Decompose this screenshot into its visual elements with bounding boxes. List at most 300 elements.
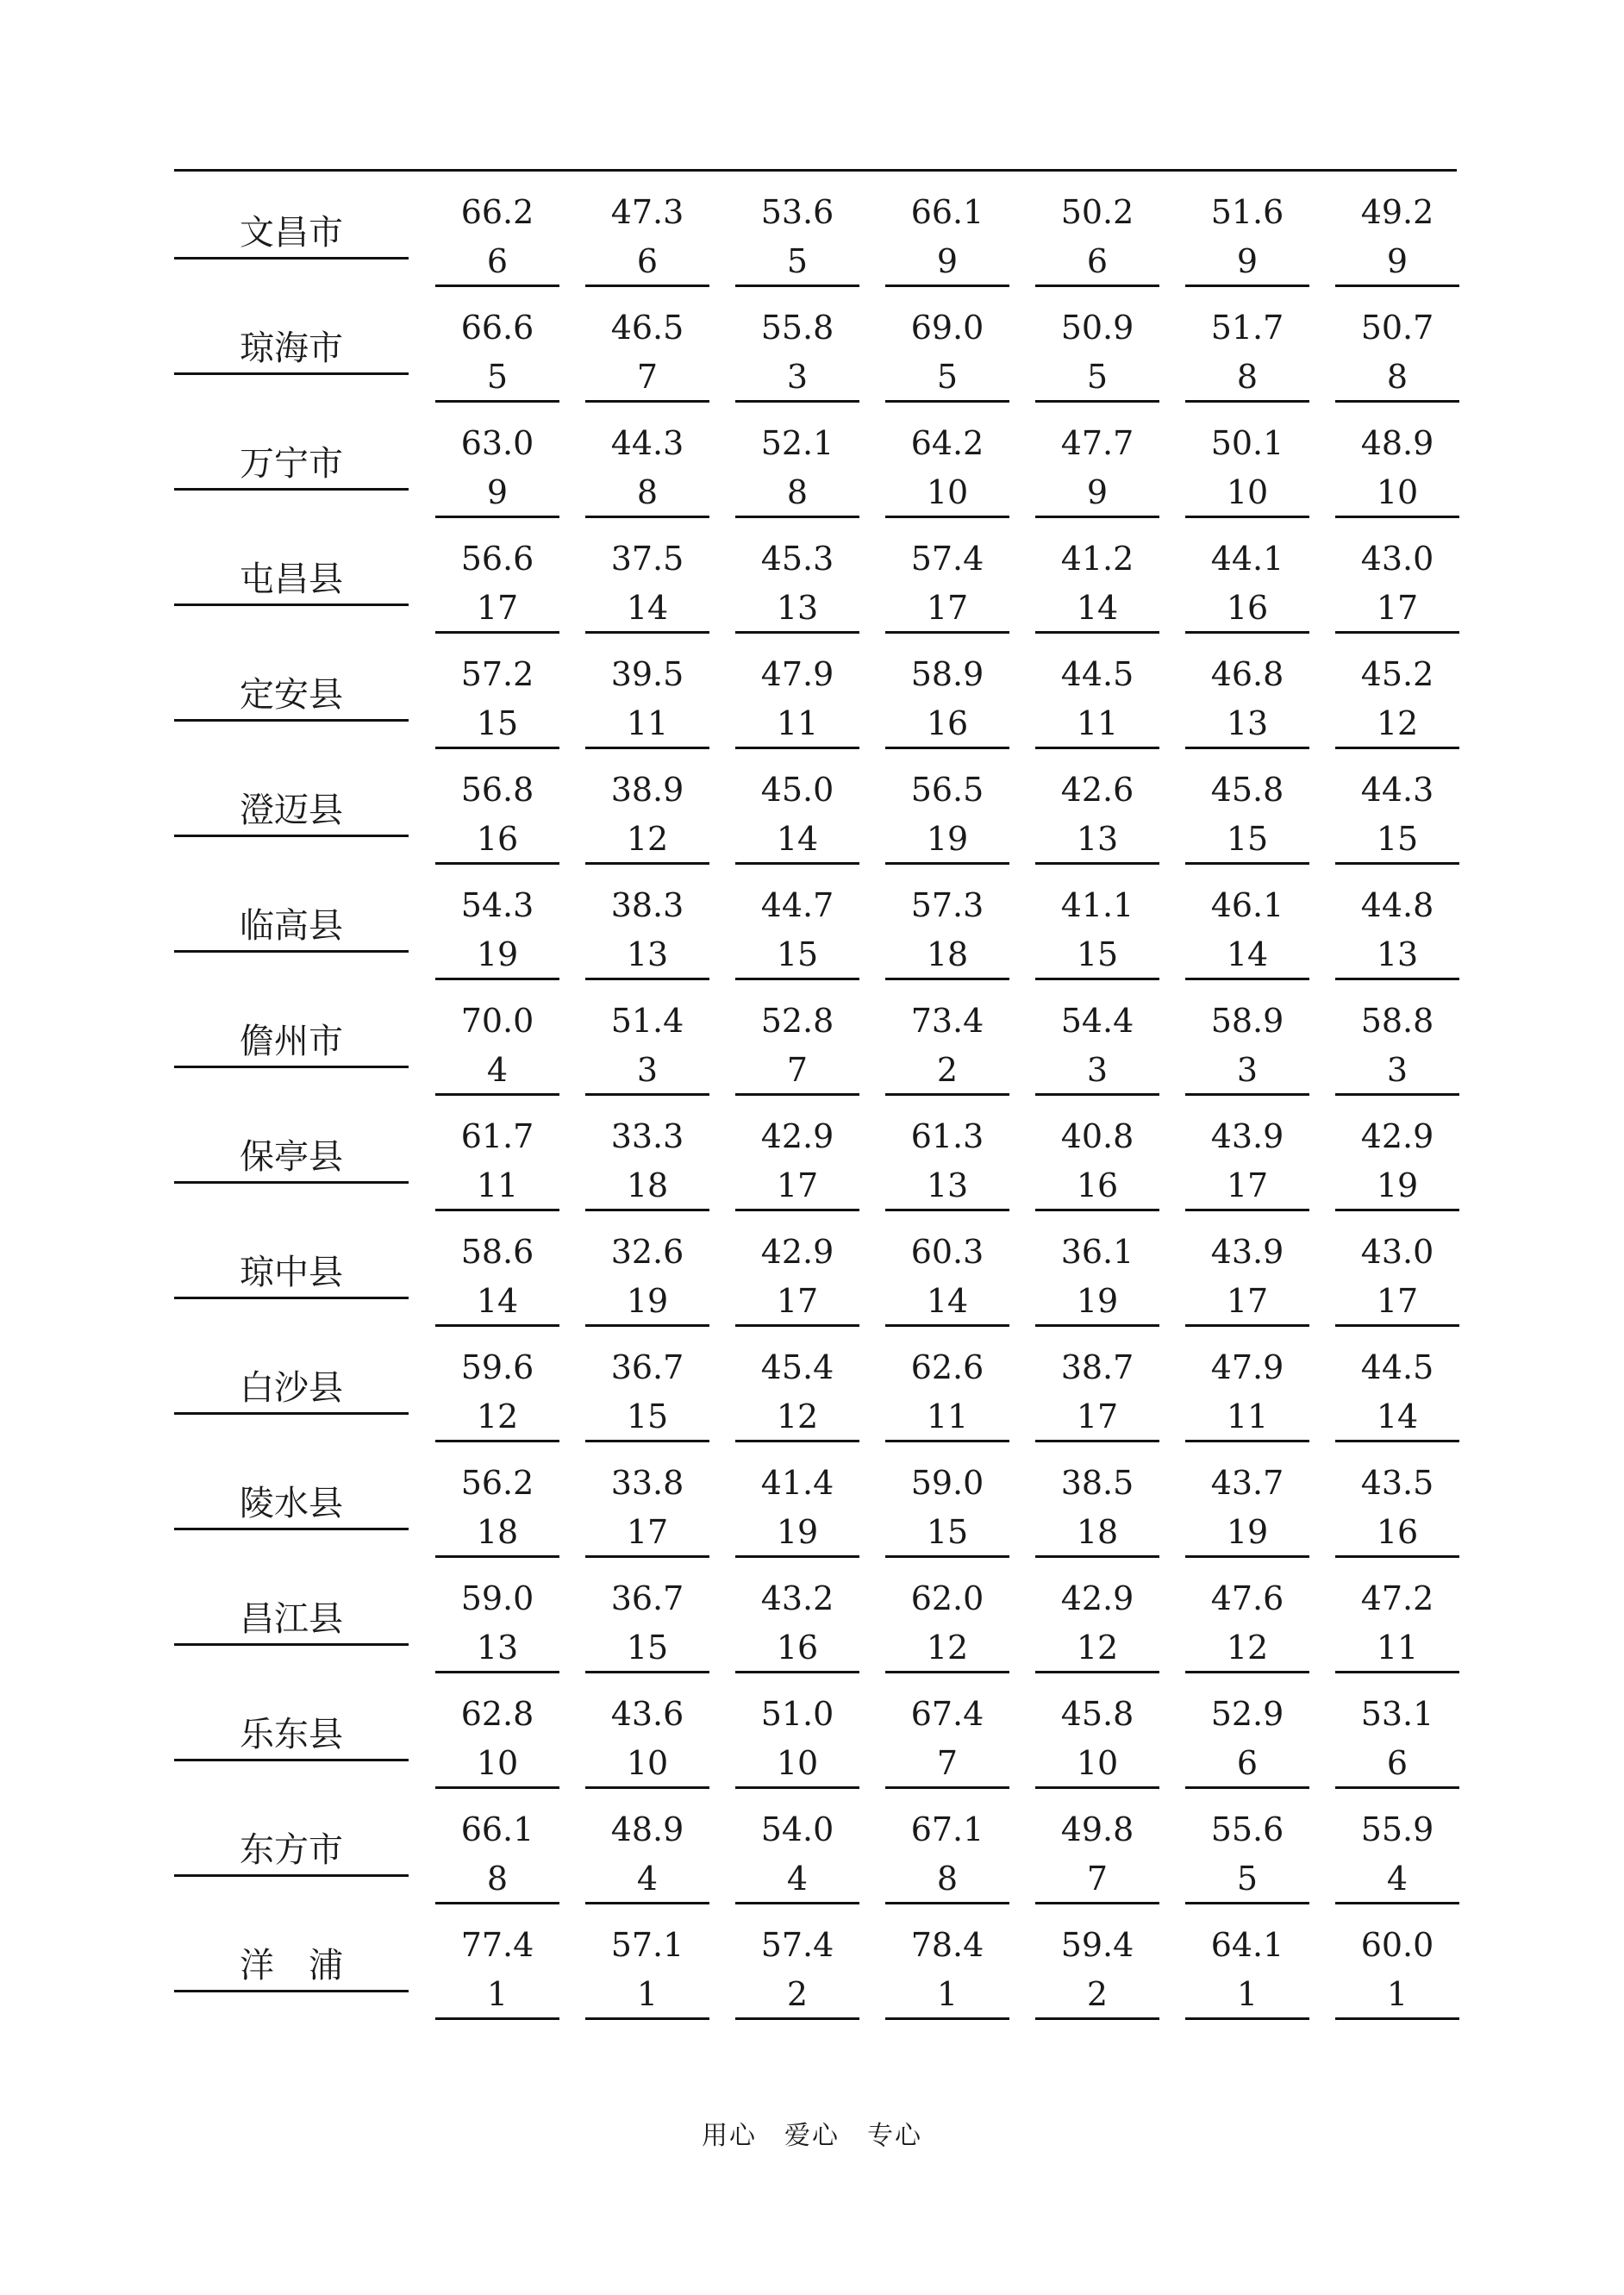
score-value: 52.9 (1210, 1695, 1284, 1733)
score-cell (585, 767, 709, 865)
region-name: 澄迈县 (174, 788, 409, 837)
rank-value: 9 (1386, 242, 1409, 280)
rank-value: 15 (626, 1629, 669, 1667)
rank-value: 1 (1236, 1975, 1259, 2013)
score-value: 53.6 (760, 193, 834, 231)
score-cell (1035, 421, 1159, 518)
rank-value: 12 (776, 1398, 819, 1435)
rank-value: 7 (936, 1744, 959, 1782)
rank-value: 12 (926, 1629, 969, 1667)
region-name: 临高县 (174, 904, 409, 953)
score-value: 38.3 (610, 886, 684, 924)
score-value: 54.0 (760, 1810, 834, 1848)
score-value: 57.3 (910, 886, 984, 924)
rank-value: 17 (1376, 589, 1419, 627)
region-name: 昌江县 (174, 1597, 409, 1646)
score-cell (735, 1692, 859, 1789)
score-value: 58.9 (1210, 1002, 1284, 1040)
score-cell (1335, 998, 1459, 1096)
score-cell (885, 1692, 1009, 1789)
score-cell (585, 1692, 709, 1789)
score-cell (435, 1692, 559, 1789)
score-value: 50.1 (1210, 424, 1284, 462)
score-cell (735, 1460, 859, 1558)
score-cell (885, 190, 1009, 287)
score-cell (1035, 1692, 1159, 1789)
score-value: 59.4 (1060, 1926, 1134, 1964)
table-row (0, 1559, 1624, 1674)
score-value: 43.0 (1360, 540, 1434, 578)
score-cell (885, 421, 1009, 518)
score-value: 40.8 (1060, 1117, 1134, 1155)
score-value: 64.1 (1210, 1926, 1284, 1964)
score-cell (885, 1807, 1009, 1904)
rank-value: 6 (1086, 242, 1109, 280)
score-value: 36.7 (610, 1579, 684, 1617)
rank-value: 6 (486, 242, 509, 280)
rank-value: 17 (476, 589, 519, 627)
rank-value: 17 (1076, 1398, 1119, 1435)
score-cell (1335, 1345, 1459, 1442)
score-value: 50.9 (1060, 309, 1134, 347)
rank-value: 10 (1076, 1744, 1119, 1782)
score-cell (1335, 1114, 1459, 1211)
score-cell (1185, 190, 1309, 287)
rank-value: 17 (1226, 1282, 1269, 1320)
rank-value: 15 (926, 1513, 969, 1551)
score-cell (1185, 1229, 1309, 1327)
table-row (0, 288, 1624, 403)
rank-value: 14 (476, 1282, 519, 1320)
rank-value: 2 (936, 1051, 959, 1089)
score-cell (1035, 1923, 1159, 2020)
score-cell (435, 190, 559, 287)
rank-value: 5 (486, 358, 509, 396)
rank-value: 16 (926, 704, 969, 742)
score-cell (1185, 767, 1309, 865)
score-cell (885, 1923, 1009, 2020)
score-cell (585, 883, 709, 980)
table-row (0, 519, 1624, 635)
score-cell (585, 536, 709, 634)
score-cell (1035, 1576, 1159, 1673)
rank-value: 14 (776, 820, 819, 858)
score-value: 46.8 (1210, 655, 1284, 693)
region-name: 乐东县 (174, 1712, 409, 1761)
rank-value: 8 (786, 473, 809, 511)
score-value: 66.2 (460, 193, 534, 231)
rank-value: 4 (786, 1860, 809, 1898)
rank-value: 1 (636, 1975, 659, 2013)
score-value: 47.2 (1360, 1579, 1434, 1617)
score-value: 57.4 (910, 540, 984, 578)
score-cell (585, 1345, 709, 1442)
region-name: 琼海市 (174, 326, 409, 375)
rank-value: 2 (786, 1975, 809, 2013)
score-cell (435, 1576, 559, 1673)
score-value: 51.6 (1210, 193, 1284, 231)
score-value: 66.1 (910, 193, 984, 231)
score-value: 42.6 (1060, 771, 1134, 809)
score-value: 59.0 (910, 1464, 984, 1502)
rank-value: 12 (476, 1398, 519, 1435)
score-cell (585, 305, 709, 403)
score-value: 57.4 (760, 1926, 834, 1964)
score-value: 44.3 (610, 424, 684, 462)
score-value: 58.6 (460, 1233, 534, 1271)
score-cell (885, 536, 1009, 634)
score-value: 55.9 (1360, 1810, 1434, 1848)
table-row (0, 866, 1624, 981)
score-value: 55.8 (760, 309, 834, 347)
rank-value: 12 (1076, 1629, 1119, 1667)
score-cell (735, 1807, 859, 1904)
score-cell (585, 1229, 709, 1327)
score-cell (735, 652, 859, 749)
score-cell (1335, 536, 1459, 634)
score-cell (1335, 1229, 1459, 1327)
score-cell (885, 767, 1009, 865)
score-value: 44.3 (1360, 771, 1434, 809)
score-cell (1335, 305, 1459, 403)
rank-value: 13 (1076, 820, 1119, 858)
score-value: 77.4 (460, 1926, 534, 1964)
score-cell (1185, 883, 1309, 980)
score-value: 51.0 (760, 1695, 834, 1733)
score-cell (735, 1229, 859, 1327)
score-cell (1035, 652, 1159, 749)
score-value: 66.6 (460, 309, 534, 347)
rank-value: 8 (486, 1860, 509, 1898)
score-value: 56.2 (460, 1464, 534, 1502)
rank-value: 14 (926, 1282, 969, 1320)
score-value: 69.0 (910, 309, 984, 347)
rank-value: 4 (1386, 1860, 1409, 1898)
score-value: 43.6 (610, 1695, 684, 1733)
score-value: 52.8 (760, 1002, 834, 1040)
score-value: 45.3 (760, 540, 834, 578)
score-cell (735, 1923, 859, 2020)
region-name: 东方市 (174, 1828, 409, 1877)
rank-value: 11 (626, 704, 669, 742)
table-top-rule (174, 169, 1457, 172)
rank-value: 3 (1236, 1051, 1259, 1089)
rank-value: 5 (936, 358, 959, 396)
rank-value: 19 (1076, 1282, 1119, 1320)
score-cell (735, 421, 859, 518)
score-cell (885, 1576, 1009, 1673)
score-value: 42.9 (760, 1233, 834, 1271)
score-cell (435, 536, 559, 634)
rank-value: 15 (1376, 820, 1419, 858)
rank-value: 18 (626, 1166, 669, 1204)
score-value: 38.9 (610, 771, 684, 809)
rank-value: 19 (1376, 1166, 1419, 1204)
score-value: 41.1 (1060, 886, 1134, 924)
score-value: 43.0 (1360, 1233, 1434, 1271)
rank-value: 11 (1376, 1629, 1419, 1667)
score-value: 45.0 (760, 771, 834, 809)
table-row (0, 981, 1624, 1097)
rank-value: 5 (1086, 358, 1109, 396)
score-value: 49.2 (1360, 193, 1434, 231)
score-value: 67.1 (910, 1810, 984, 1848)
rank-value: 9 (936, 242, 959, 280)
score-cell (1035, 767, 1159, 865)
rank-value: 13 (926, 1166, 969, 1204)
rank-value: 12 (1376, 704, 1419, 742)
rank-value: 4 (486, 1051, 509, 1089)
score-cell (1185, 652, 1309, 749)
score-value: 38.5 (1060, 1464, 1134, 1502)
rank-value: 10 (626, 1744, 669, 1782)
table-row (0, 1328, 1624, 1443)
rank-value: 3 (1086, 1051, 1109, 1089)
score-cell (735, 1345, 859, 1442)
score-value: 41.2 (1060, 540, 1134, 578)
score-cell (1035, 1345, 1159, 1442)
rank-value: 10 (776, 1744, 819, 1782)
rank-value: 3 (1386, 1051, 1409, 1089)
score-cell (1185, 1807, 1309, 1904)
score-value: 59.6 (460, 1348, 534, 1386)
score-value: 47.7 (1060, 424, 1134, 462)
score-cell (735, 305, 859, 403)
score-cell (735, 883, 859, 980)
score-cell (1185, 421, 1309, 518)
region-name: 屯昌县 (174, 557, 409, 606)
rank-value: 10 (476, 1744, 519, 1782)
score-cell (1035, 1229, 1159, 1327)
region-name: 文昌市 (174, 210, 409, 260)
score-cell (1185, 1114, 1309, 1211)
score-value: 44.1 (1210, 540, 1284, 578)
rank-value: 15 (626, 1398, 669, 1435)
score-cell (1335, 1576, 1459, 1673)
rank-value: 17 (1376, 1282, 1419, 1320)
rank-value: 16 (1226, 589, 1269, 627)
score-value: 54.3 (460, 886, 534, 924)
region-name: 洋 浦 (174, 1943, 409, 1992)
score-value: 50.2 (1060, 193, 1134, 231)
score-value: 36.7 (610, 1348, 684, 1386)
rank-value: 14 (1076, 589, 1119, 627)
score-value: 78.4 (910, 1926, 984, 1964)
rank-value: 13 (476, 1629, 519, 1667)
score-cell (885, 652, 1009, 749)
score-value: 55.6 (1210, 1810, 1284, 1848)
score-cell (435, 421, 559, 518)
score-value: 45.8 (1210, 771, 1284, 809)
score-cell (585, 652, 709, 749)
score-cell (1185, 1460, 1309, 1558)
rank-value: 10 (1376, 473, 1419, 511)
score-value: 47.9 (760, 655, 834, 693)
region-name: 保亭县 (174, 1135, 409, 1184)
score-value: 52.1 (760, 424, 834, 462)
score-value: 36.1 (1060, 1233, 1134, 1271)
score-cell (435, 1923, 559, 2020)
score-value: 48.9 (610, 1810, 684, 1848)
score-cell (1035, 883, 1159, 980)
score-cell (885, 305, 1009, 403)
rank-value: 12 (626, 820, 669, 858)
score-cell (585, 1923, 709, 2020)
score-value: 48.9 (1360, 424, 1434, 462)
score-cell (735, 767, 859, 865)
score-value: 60.0 (1360, 1926, 1434, 1964)
score-value: 73.4 (910, 1002, 984, 1040)
score-cell (885, 1229, 1009, 1327)
region-name: 定安县 (174, 672, 409, 722)
score-cell (735, 1114, 859, 1211)
rank-value: 11 (1076, 704, 1119, 742)
score-cell (735, 1576, 859, 1673)
score-value: 56.5 (910, 771, 984, 809)
rank-value: 17 (926, 589, 969, 627)
rank-value: 19 (926, 820, 969, 858)
score-value: 42.9 (1360, 1117, 1434, 1155)
score-cell (435, 998, 559, 1096)
score-value: 49.8 (1060, 1810, 1134, 1848)
score-cell (1035, 1807, 1159, 1904)
score-cell (435, 1807, 559, 1904)
score-value: 66.1 (460, 1810, 534, 1848)
score-cell (435, 767, 559, 865)
score-cell (435, 1460, 559, 1558)
score-value: 58.8 (1360, 1002, 1434, 1040)
score-value: 43.2 (760, 1579, 834, 1617)
score-cell (1185, 998, 1309, 1096)
score-cell (435, 1229, 559, 1327)
score-cell (435, 652, 559, 749)
rank-value: 19 (776, 1513, 819, 1551)
table-row (0, 403, 1624, 519)
rank-value: 8 (936, 1860, 959, 1898)
score-value: 58.9 (910, 655, 984, 693)
score-cell (585, 998, 709, 1096)
score-value: 43.5 (1360, 1464, 1434, 1502)
rank-value: 1 (486, 1975, 509, 2013)
score-cell (1335, 190, 1459, 287)
rank-value: 16 (1376, 1513, 1419, 1551)
score-value: 51.4 (610, 1002, 684, 1040)
rank-value: 17 (776, 1166, 819, 1204)
score-value: 46.5 (610, 309, 684, 347)
score-cell (1035, 536, 1159, 634)
rank-value: 11 (476, 1166, 519, 1204)
score-cell (1185, 305, 1309, 403)
score-value: 45.8 (1060, 1695, 1134, 1733)
rank-value: 18 (476, 1513, 519, 1551)
score-value: 38.7 (1060, 1348, 1134, 1386)
rank-value: 2 (1086, 1975, 1109, 2013)
region-name: 陵水县 (174, 1481, 409, 1530)
score-value: 51.7 (1210, 309, 1284, 347)
rank-value: 14 (1226, 935, 1269, 973)
rank-value: 5 (1236, 1860, 1259, 1898)
score-value: 57.2 (460, 655, 534, 693)
rank-value: 4 (636, 1860, 659, 1898)
rank-value: 5 (786, 242, 809, 280)
rank-value: 13 (626, 935, 669, 973)
score-value: 46.1 (1210, 886, 1284, 924)
score-value: 42.9 (760, 1117, 834, 1155)
score-value: 43.7 (1210, 1464, 1284, 1502)
rank-value: 16 (776, 1629, 819, 1667)
rank-value: 11 (1226, 1398, 1269, 1435)
score-cell (585, 1807, 709, 1904)
rank-value: 10 (1226, 473, 1269, 511)
score-value: 32.6 (610, 1233, 684, 1271)
table-row (0, 635, 1624, 750)
rank-value: 19 (1226, 1513, 1269, 1551)
rank-value: 17 (626, 1513, 669, 1551)
score-table (0, 172, 1624, 2021)
score-cell (1185, 536, 1309, 634)
rank-value: 9 (486, 473, 509, 511)
region-name: 琼中县 (174, 1250, 409, 1299)
score-value: 59.0 (460, 1579, 534, 1617)
rank-value: 9 (1086, 473, 1109, 511)
table-row (0, 750, 1624, 866)
rank-value: 14 (626, 589, 669, 627)
score-cell (1185, 1576, 1309, 1673)
score-value: 33.8 (610, 1464, 684, 1502)
score-value: 43.9 (1210, 1233, 1284, 1271)
score-cell (1335, 1460, 1459, 1558)
rank-value: 18 (1076, 1513, 1119, 1551)
score-cell (735, 536, 859, 634)
score-cell (1335, 1692, 1459, 1789)
score-value: 62.0 (910, 1579, 984, 1617)
rank-value: 8 (636, 473, 659, 511)
score-cell (1035, 1114, 1159, 1211)
score-cell (885, 1460, 1009, 1558)
score-value: 63.0 (460, 424, 534, 462)
rank-value: 15 (476, 704, 519, 742)
score-value: 37.5 (610, 540, 684, 578)
rank-value: 7 (1086, 1860, 1109, 1898)
rank-value: 18 (926, 935, 969, 973)
rank-value: 17 (1226, 1166, 1269, 1204)
score-cell (1185, 1692, 1309, 1789)
score-value: 67.4 (910, 1695, 984, 1733)
rank-value: 1 (936, 1975, 959, 2013)
rank-value: 6 (1236, 1744, 1259, 1782)
table-row (0, 1443, 1624, 1559)
score-value: 60.3 (910, 1233, 984, 1271)
score-cell (885, 998, 1009, 1096)
score-value: 41.4 (760, 1464, 834, 1502)
rank-value: 13 (1376, 935, 1419, 973)
table-row (0, 1790, 1624, 1905)
rank-value: 9 (1236, 242, 1259, 280)
score-value: 47.6 (1210, 1579, 1284, 1617)
rank-value: 15 (1226, 820, 1269, 858)
score-cell (1035, 190, 1159, 287)
score-value: 62.8 (460, 1695, 534, 1733)
rank-value: 1 (1386, 1975, 1409, 2013)
rank-value: 12 (1226, 1629, 1269, 1667)
rank-value: 3 (786, 358, 809, 396)
score-value: 44.5 (1060, 655, 1134, 693)
score-cell (735, 998, 859, 1096)
rank-value: 3 (636, 1051, 659, 1089)
rank-value: 7 (786, 1051, 809, 1089)
score-value: 44.7 (760, 886, 834, 924)
score-value: 45.2 (1360, 655, 1434, 693)
